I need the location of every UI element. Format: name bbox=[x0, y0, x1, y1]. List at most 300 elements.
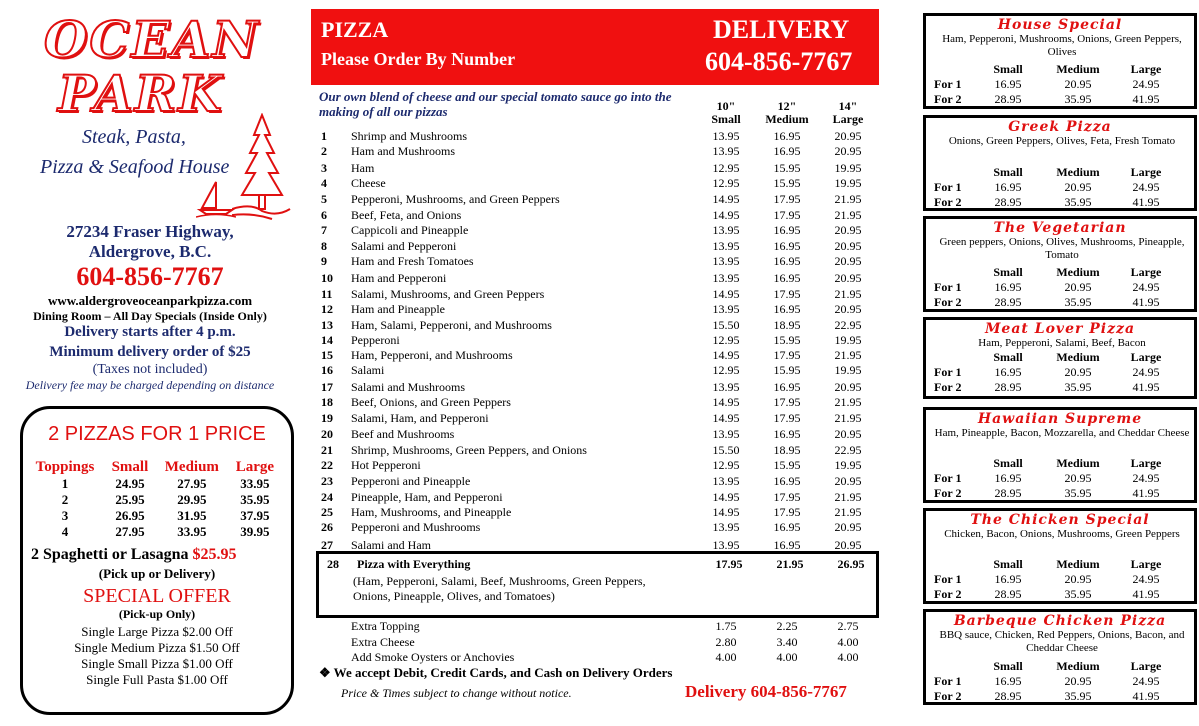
extra-row bbox=[311, 635, 879, 651]
pizza-price-large: 19.95 bbox=[834, 363, 862, 377]
pizza-number: 23 bbox=[321, 474, 333, 488]
specialty-pizza-box bbox=[923, 13, 1197, 109]
pizza-price-small: 13.95 bbox=[712, 239, 740, 253]
pizza-price-small: 13.95 bbox=[712, 380, 740, 394]
pizza-price-small: 13.95 bbox=[712, 144, 740, 158]
specialty-price-for1: 20.95 bbox=[1064, 471, 1092, 485]
pizza-name: Beef and Mushrooms bbox=[351, 427, 455, 441]
pizza-number: 13 bbox=[321, 318, 333, 332]
pizza-row bbox=[311, 427, 879, 443]
specialty-price-for1: 16.95 bbox=[994, 180, 1022, 194]
specialty-price-for2: 28.95 bbox=[994, 486, 1022, 500]
size-header-large bbox=[818, 100, 878, 126]
size-header-medium bbox=[757, 100, 817, 126]
address-city: Aldergrove, B.C. bbox=[88, 242, 212, 261]
pizza-name: Salami, Ham, and Pepperoni bbox=[351, 411, 489, 425]
specialty-price-for1: 20.95 bbox=[1064, 365, 1092, 379]
pizza-number: 11 bbox=[321, 287, 333, 301]
pizza-price-large: 20.95 bbox=[834, 239, 862, 253]
everything-number: 28 bbox=[327, 557, 339, 571]
pizza-name: Cheese bbox=[351, 176, 386, 190]
pizza-price-large: 19.95 bbox=[834, 333, 862, 347]
extra-price-small: 4.00 bbox=[715, 650, 737, 664]
extra-price-large: 2.75 bbox=[837, 619, 859, 633]
pizza-row bbox=[311, 161, 879, 177]
pizza-number: 6 bbox=[321, 208, 327, 222]
specialty-price-for2: 28.95 bbox=[994, 195, 1022, 209]
website-link[interactable]: www.aldergroveoceanparkpizza.com bbox=[47, 293, 253, 308]
special-offer-item: Single Small Pizza $1.00 Off bbox=[81, 656, 233, 671]
promo-price-large: 33.95 bbox=[240, 476, 270, 491]
specialty-price-for2: 28.95 bbox=[994, 92, 1022, 106]
pizza-price-small: 12.95 bbox=[712, 161, 740, 175]
specialty-price-for2: 35.95 bbox=[1064, 486, 1092, 500]
pizza-row bbox=[311, 458, 879, 474]
specialty-size-header: Large bbox=[1130, 62, 1162, 76]
pizza-number: 5 bbox=[321, 192, 327, 206]
specialty-price-for2: 41.95 bbox=[1132, 587, 1160, 601]
specialty-title: Hawaiian Supreme bbox=[977, 411, 1143, 427]
size-header-inches: 14" bbox=[838, 99, 858, 113]
spaghetti-offer bbox=[31, 546, 237, 564]
pizza-price-medium: 16.95 bbox=[773, 520, 801, 534]
pizza-price-large: 20.95 bbox=[834, 380, 862, 394]
extra-price-medium: 4.00 bbox=[776, 650, 798, 664]
promo-price-medium: 31.95 bbox=[177, 508, 207, 523]
pizza-price-small: 13.95 bbox=[712, 129, 740, 143]
pizza-price-large: 22.95 bbox=[834, 318, 862, 332]
extra-price-medium: 3.40 bbox=[776, 635, 798, 649]
size-header-inches: 12" bbox=[777, 99, 797, 113]
promo-header-small: Small bbox=[111, 459, 149, 475]
taxes-note: (Taxes not included) bbox=[92, 362, 208, 377]
pizza-name: Shrimp, Mushrooms, Green Peppers, and Onions bbox=[351, 443, 587, 457]
specialty-price-for1: 24.95 bbox=[1132, 365, 1160, 379]
pizza-price-large: 21.95 bbox=[834, 192, 862, 206]
extra-name: Extra Cheese bbox=[351, 635, 415, 649]
pizza-name: Ham, Pepperoni, and Mushrooms bbox=[351, 348, 513, 362]
specialty-size-header: Medium bbox=[1056, 456, 1100, 470]
promo-price-small: 25.95 bbox=[115, 492, 145, 507]
pizza-price-small: 13.95 bbox=[712, 427, 740, 441]
specialty-title: Barbeque Chicken Pizza bbox=[953, 613, 1167, 629]
size-header-name: Small bbox=[711, 112, 741, 126]
pizza-number: 18 bbox=[321, 395, 333, 409]
pizza-number: 17 bbox=[321, 380, 333, 394]
pizza-name: Pepperoni and Pineapple bbox=[351, 474, 471, 488]
sailboat-icon bbox=[196, 178, 236, 218]
specialty-pizza-box bbox=[923, 407, 1197, 503]
pizza-row bbox=[311, 474, 879, 490]
pizza-price-small: 14.95 bbox=[712, 505, 740, 519]
spaghetti-label: 2 Spaghetti or Lasagna bbox=[31, 546, 189, 563]
pizza-row bbox=[311, 380, 879, 396]
pizza-number: 9 bbox=[321, 254, 327, 268]
specialty-size-header: Small bbox=[993, 265, 1023, 279]
pizza-price-large: 20.95 bbox=[834, 144, 862, 158]
pizza-number: 24 bbox=[321, 490, 333, 504]
everything-name: Pizza with Everything bbox=[357, 557, 471, 571]
specialty-size-header: Large bbox=[1130, 350, 1162, 364]
pizza-price-medium: 17.95 bbox=[773, 287, 801, 301]
specialty-size-header: Medium bbox=[1056, 659, 1100, 673]
pizza-price-large: 22.95 bbox=[834, 443, 862, 457]
extra-price-small: 2.80 bbox=[715, 635, 737, 649]
pizza-name: Ham and Fresh Tomatoes bbox=[351, 254, 474, 268]
pizza-name: Ham, Mushrooms, and Pineapple bbox=[351, 505, 512, 519]
specialty-description: BBQ sauce, Chicken, Red Peppers, Onions, Bacon, and Cheddar Cheese bbox=[939, 629, 1185, 654]
pizza-row bbox=[311, 333, 879, 349]
specialty-price-for1: 24.95 bbox=[1132, 471, 1160, 485]
pizza-number: 21 bbox=[321, 443, 333, 457]
promo-toppings: 3 bbox=[61, 508, 69, 523]
promo-toppings: 2 bbox=[61, 492, 69, 507]
specialty-price-for2: 41.95 bbox=[1132, 380, 1160, 394]
pizza-row bbox=[311, 176, 879, 192]
specialty-pizza-box bbox=[923, 609, 1197, 705]
pizza-name: Salami bbox=[351, 363, 385, 377]
pizza-row bbox=[311, 348, 879, 364]
pizza-with-everything-box bbox=[316, 551, 879, 618]
pizza-price-small: 14.95 bbox=[712, 395, 740, 409]
pizza-number: 16 bbox=[321, 363, 333, 377]
promo-header-large: Large bbox=[235, 459, 275, 475]
pizza-name: Shrimp and Mushrooms bbox=[351, 129, 468, 143]
pizza-name: Hot Pepperoni bbox=[351, 458, 421, 472]
pizza-price-medium: 18.95 bbox=[773, 443, 801, 457]
specialty-size-header: Small bbox=[993, 350, 1023, 364]
specialty-size-header: Medium bbox=[1056, 557, 1100, 571]
specialty-row-label: For 2 bbox=[934, 587, 962, 601]
pizza-price-medium: 17.95 bbox=[773, 348, 801, 362]
pizza-row bbox=[311, 520, 879, 536]
size-header-name: Medium bbox=[765, 112, 809, 126]
pizza-price-small: 13.95 bbox=[712, 302, 740, 316]
pizza-name: Ham and Mushrooms bbox=[351, 144, 455, 158]
pizza-price-large: 20.95 bbox=[834, 302, 862, 316]
pizza-price-small: 12.95 bbox=[712, 176, 740, 190]
specialty-row-label: For 2 bbox=[934, 486, 962, 500]
pizza-price-medium: 17.95 bbox=[773, 395, 801, 409]
pizza-name: Pepperoni and Mushrooms bbox=[351, 520, 481, 534]
banner-phone-number[interactable]: 604-856-7767 bbox=[705, 47, 853, 76]
specialty-price-for2: 41.95 bbox=[1132, 195, 1160, 209]
pizza-number: 3 bbox=[321, 161, 327, 175]
specialty-price-for1: 24.95 bbox=[1132, 77, 1160, 91]
extra-name: Add Smoke Oysters or Anchovies bbox=[351, 650, 515, 664]
pizza-price-medium: 16.95 bbox=[773, 427, 801, 441]
pizza-name: Ham, Salami, Pepperoni, and Mushrooms bbox=[351, 318, 552, 332]
pizza-row bbox=[311, 271, 879, 287]
pizza-price-medium: 16.95 bbox=[773, 474, 801, 488]
pizza-price-medium: 15.95 bbox=[773, 161, 801, 175]
restaurant-subtitle-line1: Steak, Pasta, bbox=[82, 126, 186, 148]
promo-price-medium: 29.95 bbox=[177, 492, 207, 507]
specialty-row-label: For 1 bbox=[934, 572, 962, 586]
pizza-price-medium: 16.95 bbox=[773, 129, 801, 143]
logo-word-park: PARK bbox=[58, 64, 224, 123]
specialty-size-header: Large bbox=[1130, 557, 1162, 571]
pizza-row bbox=[311, 223, 879, 239]
pizza-price-large: 21.95 bbox=[834, 348, 862, 362]
pizza-price-large: 20.95 bbox=[834, 129, 862, 143]
pizza-name: Cappicoli and Pineapple bbox=[351, 223, 469, 237]
pizza-price-large: 20.95 bbox=[834, 254, 862, 268]
specialty-row-label: For 2 bbox=[934, 195, 962, 209]
specialty-title: Greek Pizza bbox=[1008, 119, 1112, 135]
restaurant-logo bbox=[10, 8, 300, 218]
promo-toppings: 4 bbox=[61, 524, 69, 539]
specialty-price-for1: 20.95 bbox=[1064, 572, 1092, 586]
pizza-name: Ham bbox=[351, 161, 375, 175]
pizza-price-large: 19.95 bbox=[834, 176, 862, 190]
banner-pizza-heading: PIZZA bbox=[321, 17, 389, 42]
extra-row bbox=[311, 619, 879, 635]
pizza-price-large: 20.95 bbox=[834, 427, 862, 441]
promo-price-small: 27.95 bbox=[115, 524, 145, 539]
special-offer-title: SPECIAL OFFER bbox=[83, 585, 231, 607]
pizza-row bbox=[311, 363, 879, 379]
pizza-name: Pineapple, Ham, and Pepperoni bbox=[351, 490, 503, 504]
pizza-name: Beef, Onions, and Green Peppers bbox=[351, 395, 511, 409]
delivery-footer-phone[interactable]: Delivery 604-856-7767 bbox=[685, 682, 847, 701]
pizza-price-small: 13.95 bbox=[712, 223, 740, 237]
specialty-size-header: Small bbox=[993, 659, 1023, 673]
payment-note bbox=[319, 665, 672, 681]
pizza-price-medium: 16.95 bbox=[773, 271, 801, 285]
size-header-inches: 10" bbox=[716, 99, 736, 113]
pizza-price-medium: 17.95 bbox=[773, 192, 801, 206]
banner-delivery-heading: DELIVERY bbox=[713, 15, 850, 44]
specialty-price-for2: 28.95 bbox=[994, 689, 1022, 703]
pizza-price-small: 15.50 bbox=[712, 443, 740, 457]
extra-price-large: 4.00 bbox=[837, 650, 859, 664]
price-change-notice: Price & Times subject to change without notice. bbox=[341, 686, 572, 700]
pizza-row bbox=[311, 129, 879, 145]
delivery-fee-note: Delivery fee may be charged depending on distance bbox=[25, 378, 275, 392]
pizza-price-medium: 16.95 bbox=[773, 144, 801, 158]
specialty-size-header: Medium bbox=[1056, 62, 1100, 76]
pizza-name: Beef, Feta, and Onions bbox=[351, 208, 462, 222]
specialty-pizza-box bbox=[923, 216, 1197, 312]
address-street: 27234 Fraser Highway, bbox=[66, 222, 234, 241]
promo-price-small: 26.95 bbox=[115, 508, 145, 523]
pizza-price-large: 19.95 bbox=[834, 161, 862, 175]
specialty-size-header: Medium bbox=[1056, 265, 1100, 279]
promo-price-medium: 27.95 bbox=[177, 476, 207, 491]
everything-description: (Ham, Pepperoni, Salami, Beef, Mushrooms, Green Peppers, Onions, Pineapple, Olives, and Tomatoes) bbox=[353, 574, 646, 603]
specialty-price-for2: 28.95 bbox=[994, 295, 1022, 309]
phone-number[interactable]: 604-856-7767 bbox=[76, 262, 224, 291]
pizza-price-medium: 16.95 bbox=[773, 538, 801, 552]
pizza-price-small: 13.95 bbox=[712, 474, 740, 488]
specialty-price-for2: 35.95 bbox=[1064, 295, 1092, 309]
pizza-row bbox=[311, 254, 879, 270]
pizza-number: 1 bbox=[321, 129, 327, 143]
special-offer-list bbox=[23, 624, 291, 688]
pizza-price-medium: 16.95 bbox=[773, 302, 801, 316]
promo-price-small: 24.95 bbox=[115, 476, 145, 491]
promo-title: 2 PIZZAS FOR 1 PRICE bbox=[48, 423, 266, 445]
specialty-price-for1: 24.95 bbox=[1132, 674, 1160, 688]
dining-room-note: Dining Room – All Day Specials (Inside Only) bbox=[33, 309, 267, 323]
promo-price-large: 39.95 bbox=[240, 524, 270, 539]
spaghetti-pickup-note: (Pick up or Delivery) bbox=[98, 566, 216, 581]
pizza-name: Salami and Pepperoni bbox=[351, 239, 457, 253]
pizza-name: Salami and Ham bbox=[351, 538, 431, 552]
extra-price-small: 1.75 bbox=[715, 619, 737, 633]
specialty-size-header: Large bbox=[1130, 165, 1162, 179]
specialty-price-for1: 24.95 bbox=[1132, 280, 1160, 294]
pizza-price-large: 20.95 bbox=[834, 474, 862, 488]
specialty-row-label: For 1 bbox=[934, 280, 962, 294]
specialty-price-for2: 35.95 bbox=[1064, 587, 1092, 601]
specialty-price-for1: 16.95 bbox=[994, 280, 1022, 294]
pizza-number: 14 bbox=[321, 333, 333, 347]
specialty-row-label: For 2 bbox=[934, 380, 962, 394]
pine-tree-icon bbox=[232, 113, 292, 223]
pizza-row bbox=[311, 302, 879, 318]
payment-note-text: We accept Debit, Credit Cards, and Cash on Delivery Orders bbox=[333, 665, 673, 680]
special-offer-item: Single Full Pasta $1.00 Off bbox=[86, 672, 228, 687]
specialty-price-for1: 16.95 bbox=[994, 471, 1022, 485]
pizza-price-small: 13.95 bbox=[712, 538, 740, 552]
pizza-name: Ham and Pepperoni bbox=[351, 271, 447, 285]
specialty-price-for1: 16.95 bbox=[994, 572, 1022, 586]
specialty-title: House Special bbox=[997, 17, 1123, 33]
pizza-price-large: 20.95 bbox=[834, 520, 862, 534]
promo-row bbox=[25, 476, 281, 492]
specialty-description: Ham, Pepperoni, Mushrooms, Onions, Green Peppers, Olives bbox=[942, 33, 1182, 58]
specialty-price-for2: 41.95 bbox=[1132, 486, 1160, 500]
specialty-pizza-box bbox=[923, 115, 1197, 211]
promo-header-medium: Medium bbox=[164, 459, 219, 475]
specialty-price-for1: 20.95 bbox=[1064, 77, 1092, 91]
pizza-price-medium: 16.95 bbox=[773, 223, 801, 237]
specialty-price-for2: 35.95 bbox=[1064, 195, 1092, 209]
pizza-row bbox=[311, 287, 879, 303]
pizza-name: Salami, Mushrooms, and Green Peppers bbox=[351, 287, 545, 301]
promo-header-toppings: Toppings bbox=[35, 459, 95, 475]
promo-price-large: 37.95 bbox=[240, 508, 270, 523]
pizza-price-medium: 18.95 bbox=[773, 318, 801, 332]
pizza-number: 2 bbox=[321, 144, 327, 158]
specialty-pizza-box bbox=[923, 508, 1197, 604]
restaurant-subtitle-line2: Pizza & Seafood House bbox=[40, 156, 230, 178]
pizza-number: 26 bbox=[321, 520, 333, 534]
specialty-row-label: For 1 bbox=[934, 471, 962, 485]
promo-price-table bbox=[25, 459, 281, 540]
specialty-size-header: Small bbox=[993, 165, 1023, 179]
pizza-name: Ham and Pineapple bbox=[351, 302, 445, 316]
pizza-number: 15 bbox=[321, 348, 333, 362]
pizza-price-small: 13.95 bbox=[712, 520, 740, 534]
specialty-size-header: Large bbox=[1130, 456, 1162, 470]
pizza-menu-column bbox=[311, 0, 891, 726]
pizza-price-small: 13.95 bbox=[712, 254, 740, 268]
pizza-price-small: 14.95 bbox=[712, 411, 740, 425]
extra-price-medium: 2.25 bbox=[776, 619, 798, 633]
specialty-price-for1: 16.95 bbox=[994, 365, 1022, 379]
pizza-price-medium: 17.95 bbox=[773, 490, 801, 504]
pizza-price-large: 21.95 bbox=[834, 411, 862, 425]
pizza-price-large: 21.95 bbox=[834, 490, 862, 504]
pizza-number: 25 bbox=[321, 505, 333, 519]
pizza-price-small: 14.95 bbox=[712, 192, 740, 206]
specialty-price-for1: 24.95 bbox=[1132, 180, 1160, 194]
pizza-price-small: 12.95 bbox=[712, 458, 740, 472]
specialty-price-for2: 41.95 bbox=[1132, 92, 1160, 106]
spaghetti-price: $25.95 bbox=[192, 546, 237, 563]
specialty-price-for2: 35.95 bbox=[1064, 380, 1092, 394]
specialty-price-for2: 41.95 bbox=[1132, 295, 1160, 309]
specialty-row-label: For 1 bbox=[934, 77, 962, 91]
special-offer-item: Single Medium Pizza $1.50 Off bbox=[74, 640, 240, 655]
promo-row bbox=[25, 492, 281, 508]
specialty-title: Meat Lover Pizza bbox=[984, 321, 1136, 337]
specialty-description: Ham, Pepperoni, Salami, Beef, Bacon bbox=[978, 337, 1146, 349]
pizza-row bbox=[311, 443, 879, 459]
pizza-price-large: 21.95 bbox=[834, 287, 862, 301]
pizza-name: Pepperoni, Mushrooms, and Green Peppers bbox=[351, 192, 560, 206]
pizza-price-medium: 15.95 bbox=[773, 458, 801, 472]
pizza-name: Pepperoni bbox=[351, 333, 400, 347]
banner-order-note: Please Order By Number bbox=[321, 49, 516, 69]
pizza-number: 4 bbox=[321, 176, 327, 190]
pizza-price-small: 12.95 bbox=[712, 333, 740, 347]
pizza-price-medium: 16.95 bbox=[773, 254, 801, 268]
pizza-price-medium: 17.95 bbox=[773, 208, 801, 222]
specialty-size-header: Medium bbox=[1056, 350, 1100, 364]
cheese-blend-note: Our own blend of cheese and our special tomato sauce go into the making of all our pizzas bbox=[319, 89, 672, 119]
pizza-row bbox=[311, 144, 879, 160]
pizza-price-medium: 15.95 bbox=[773, 333, 801, 347]
specialty-price-for1: 20.95 bbox=[1064, 674, 1092, 688]
specialty-size-header: Medium bbox=[1056, 165, 1100, 179]
pizza-price-large: 20.95 bbox=[834, 223, 862, 237]
pizza-price-large: 21.95 bbox=[834, 208, 862, 222]
everything-price-large: 26.95 bbox=[837, 557, 865, 571]
pizza-row bbox=[311, 505, 879, 521]
restaurant-info-column bbox=[0, 0, 300, 726]
promo-price-large: 35.95 bbox=[240, 492, 270, 507]
pizza-row bbox=[311, 395, 879, 411]
minimum-order-note: Minimum delivery order of $25 bbox=[49, 344, 251, 360]
specialty-price-for1: 20.95 bbox=[1064, 180, 1092, 194]
size-header-name: Large bbox=[832, 112, 864, 126]
pizza-number: 20 bbox=[321, 427, 333, 441]
specialty-description: Onions, Green Peppers, Olives, Feta, Fresh Tomato bbox=[948, 135, 1176, 147]
pizza-number: 10 bbox=[321, 271, 333, 285]
specialty-description: Green peppers, Onions, Olives, Mushrooms, Pineapple, Tomato bbox=[939, 236, 1185, 261]
pizza-price-large: 21.95 bbox=[834, 395, 862, 409]
diamond-bullet-icon: ❖ bbox=[319, 665, 331, 680]
pizza-price-small: 14.95 bbox=[712, 208, 740, 222]
pizza-price-large: 21.95 bbox=[834, 505, 862, 519]
promo-toppings: 1 bbox=[61, 476, 69, 491]
specialty-size-header: Large bbox=[1130, 265, 1162, 279]
pizza-price-small: 12.95 bbox=[712, 363, 740, 377]
specialty-size-header: Large bbox=[1130, 659, 1162, 673]
size-header-small bbox=[696, 100, 756, 126]
specialty-pizza-box bbox=[923, 317, 1197, 399]
specialty-row-label: For 1 bbox=[934, 365, 962, 379]
pizza-number: 22 bbox=[321, 458, 333, 472]
pizza-row bbox=[311, 490, 879, 506]
pizza-number: 19 bbox=[321, 411, 333, 425]
pizza-number: 8 bbox=[321, 239, 327, 253]
pizza-number: 27 bbox=[321, 538, 333, 552]
